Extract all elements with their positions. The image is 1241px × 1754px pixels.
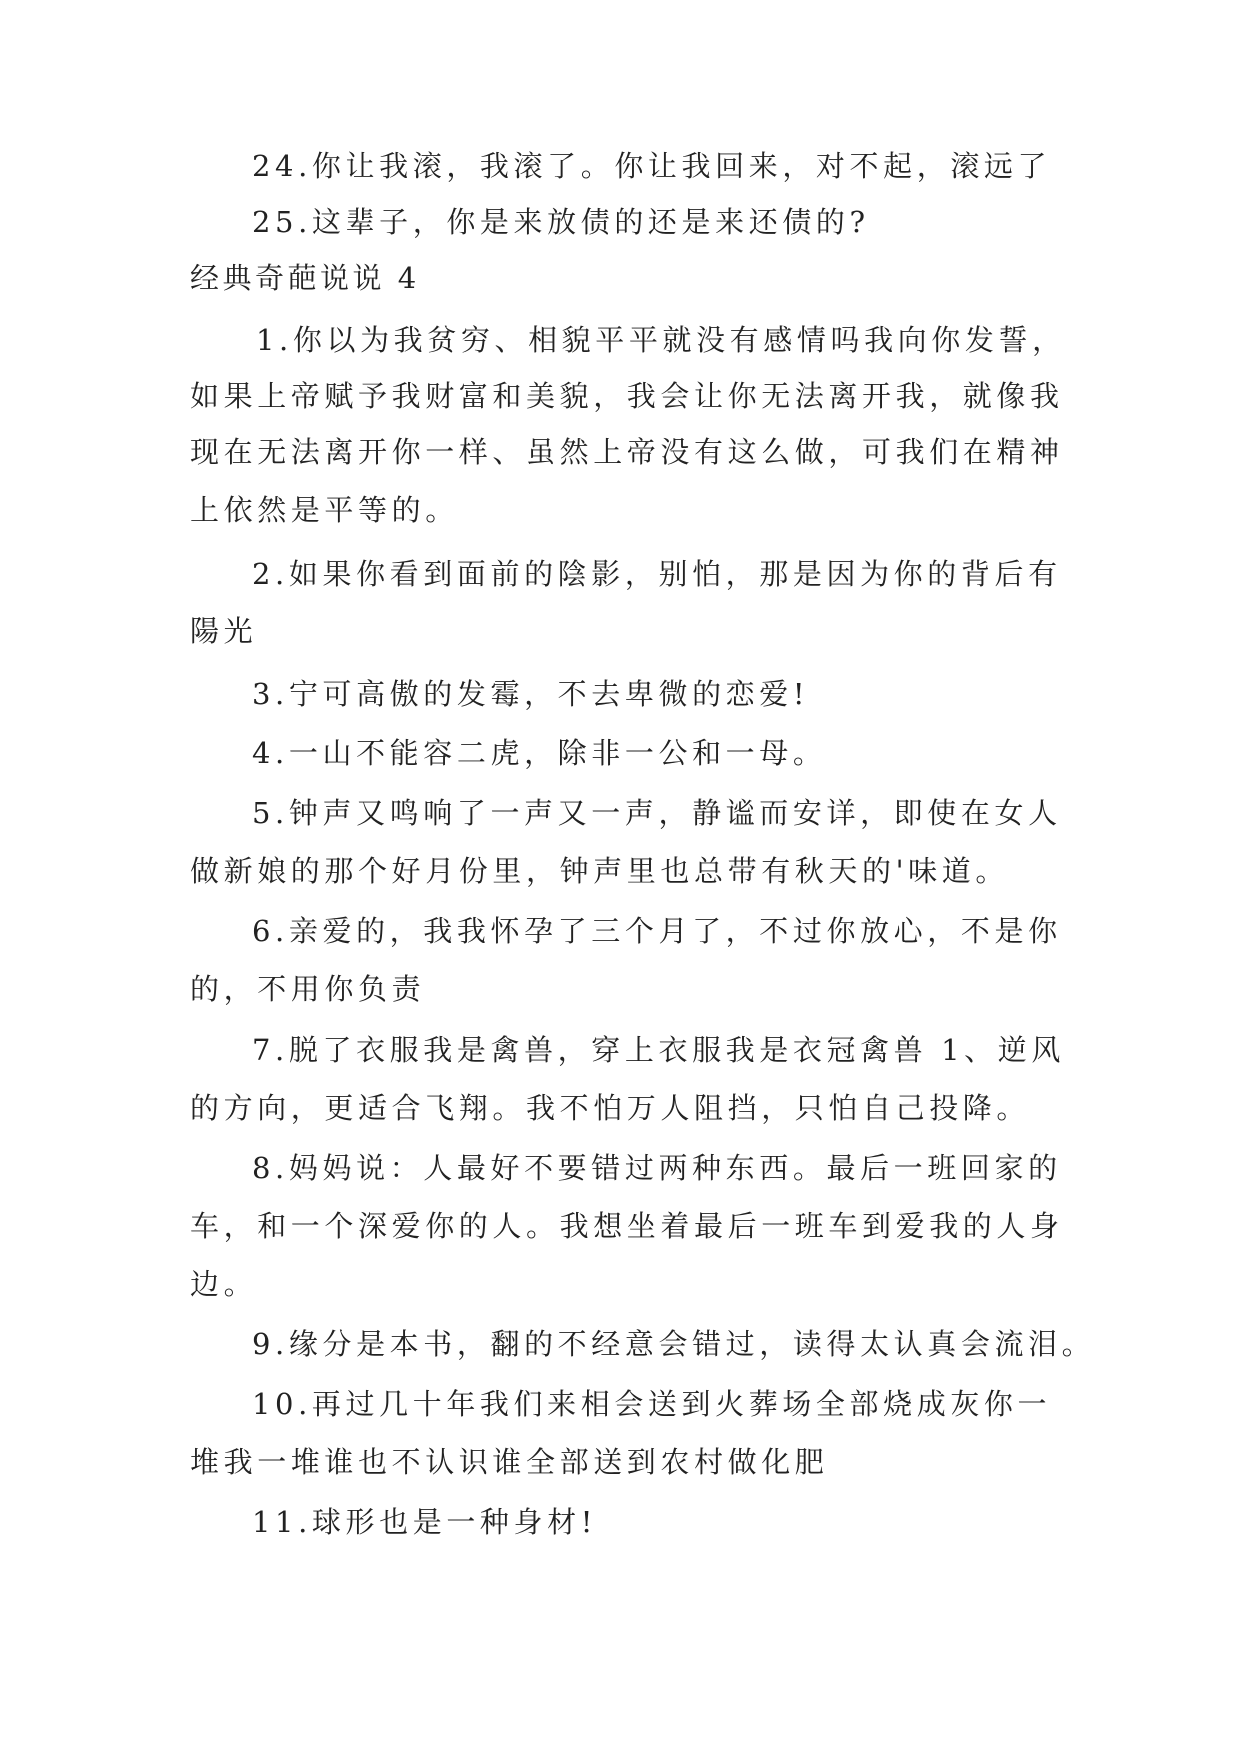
text-line: 10.再过几十年我们来相会送到火葬场全部烧成灰你一	[252, 1387, 1052, 1421]
text-line: 的方向，更适合飞翔。我不怕万人阻挡，只怕自己投降。	[190, 1091, 1031, 1125]
text-line: 11.球形也是一种身材!	[252, 1505, 597, 1539]
text-line: 现在无法离开你一样、虽然上帝没有这么做，可我们在精神	[190, 435, 1064, 469]
text-line: 堆我一堆谁也不认识谁全部送到农村做化肥	[190, 1445, 829, 1479]
text-line: 上依然是平等的。	[190, 493, 459, 527]
text-line: 车，和一个深爱你的人。我想坐着最后一班车到爱我的人身	[190, 1209, 1064, 1243]
text-line: 25.这辈子，你是来放债的还是来还债的?	[252, 205, 870, 239]
section-heading: 经典奇葩说说 4	[190, 261, 420, 295]
text-line: 8.妈妈说：人最好不要错过两种东西。最后一班回家的	[252, 1151, 1062, 1185]
text-line: 6.亲爱的，我我怀孕了三个月了，不过你放心，不是你	[252, 914, 1062, 948]
text-line: 2.如果你看到面前的陰影，别怕，那是因为你的背后有	[252, 557, 1062, 591]
text-line: 如果上帝赋予我财富和美貌，我会让你无法离开我，就像我	[190, 379, 1064, 413]
text-line: 边。	[190, 1267, 258, 1301]
text-line: 24.你让我滚，我滚了。你让我回来，对不起，滚远了	[252, 149, 1052, 183]
text-line: 5.钟声又鸣响了一声又一声，静谧而安详，即使在女人	[252, 796, 1062, 830]
text-line: 7.脱了衣服我是禽兽，穿上衣服我是衣冠禽兽 1、逆风	[252, 1033, 1065, 1067]
text-line: 1.你以为我贫穷、相貌平平就没有感情吗我向你发誓，	[256, 323, 1066, 357]
text-line: 3.宁可高傲的发霉，不去卑微的恋爱!	[252, 677, 810, 711]
text-line: 的，不用你负责	[190, 972, 426, 1006]
text-line: 做新娘的那个好月份里，钟声里也总带有秋天的'味道。	[190, 854, 1009, 888]
text-line: 9.缘分是本书，翻的不经意会错过，读得太认真会流泪。	[252, 1327, 1096, 1361]
text-line: 4.一山不能容二虎，除非一公和一母。	[252, 736, 827, 770]
text-line: 陽光	[190, 614, 258, 648]
